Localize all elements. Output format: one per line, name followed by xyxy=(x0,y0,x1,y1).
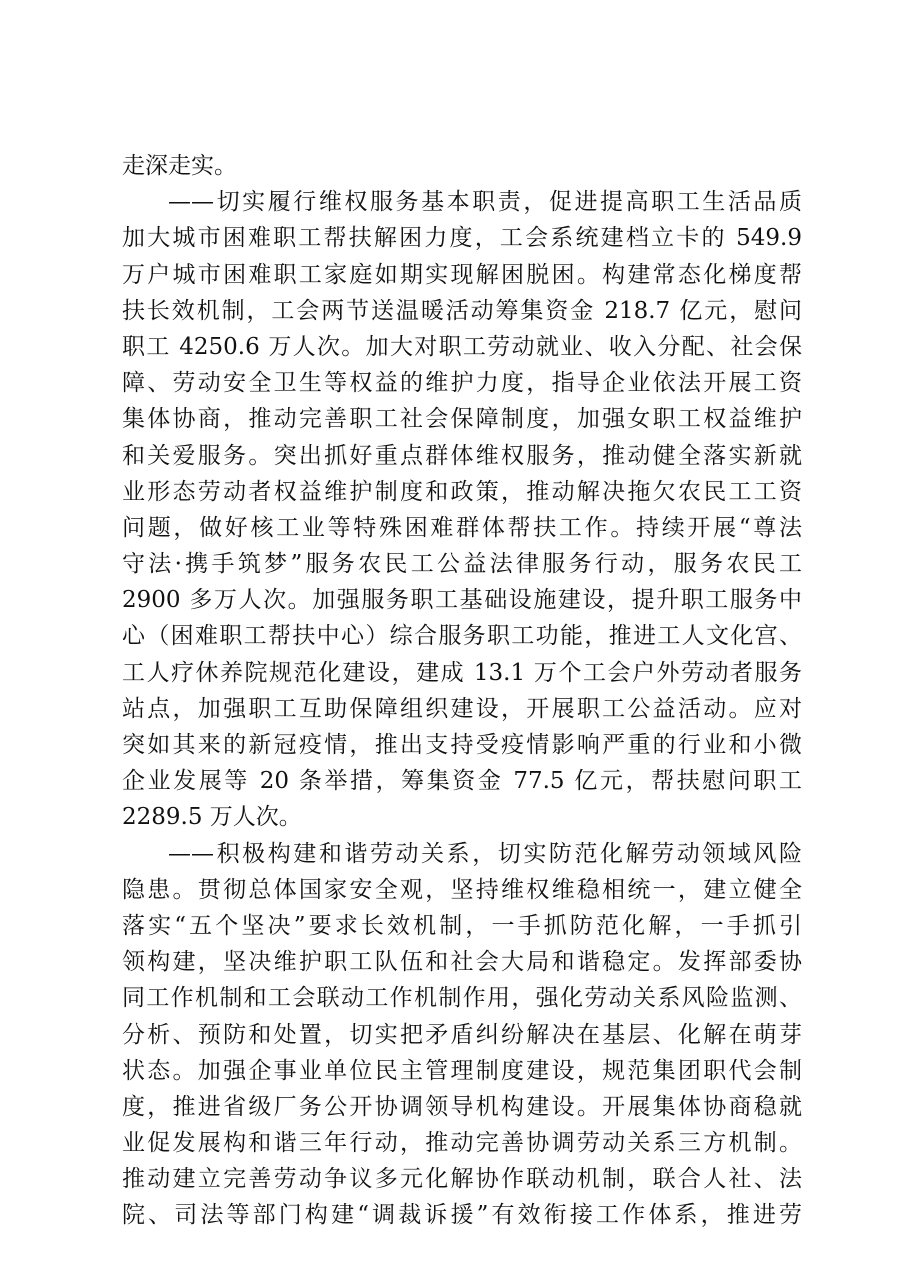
text-line: 职工 4250.6 万人次。加大对职工劳动就业、收入分配、社会保 xyxy=(122,333,802,360)
text-line: 问题，做好核工业等特殊困难群体帮扶工作。持续开展“尊法 xyxy=(122,514,802,541)
text-line: 加大城市困难职工帮扶解困力度，工会系统建档立卡的 549.9 xyxy=(122,225,802,252)
text-line: 分析、预防和处置，切实把矛盾纠纷解决在基层、化解在萌芽 xyxy=(122,1021,802,1048)
text-line: 院、司法等部门构建“调裁诉援”有效衔接工作体系，推进劳 xyxy=(122,1202,802,1229)
body-text xyxy=(122,148,802,1234)
text-line: 站点，加强职工互助保障组织建设，开展职工公益活动。应对 xyxy=(122,695,802,722)
text-line: 工人疗休养院规范化建设，建成 13.1 万个工会户外劳动者服务 xyxy=(122,659,802,686)
text-line: 企业发展等 20 条举措，筹集资金 77.5 亿元，帮扶慰问职工 xyxy=(122,768,802,795)
text-line: 隐患。贯彻总体国家安全观，坚持维权维稳相统一，建立健全 xyxy=(122,876,802,903)
text-line: 同工作机制和工会联动工作机制作用，强化劳动关系风险监测、 xyxy=(122,985,802,1012)
text-line: 2900 多万人次。加强服务职工基础设施建设，提升职工服务中 xyxy=(122,587,802,614)
text-line: 万户城市困难职工家庭如期实现解困脱困。构建常态化梯度帮 xyxy=(122,261,802,288)
section-heading-line: ——切实履行维权服务基本职责，促进提高职工生活品质 xyxy=(168,189,802,216)
text-line: 业促发展构和谐三年行动，推动完善协调劳动关系三方机制。 xyxy=(122,1130,802,1157)
text-line: 心（困难职工帮扶中心）综合服务职工功能，推进工人文化宫、 xyxy=(122,623,802,650)
text-line: 度，推进省级厂务公开协调领导机构建设。开展集体协商稳就 xyxy=(122,1093,802,1120)
text-line: 落实“五个坚决”要求长效机制，一手抓防范化解，一手抓引 xyxy=(122,912,802,939)
text-line: 领构建，坚决维护职工队伍和社会大局和谐稳定。发挥部委协 xyxy=(122,949,802,976)
text-line: 守法·携手筑梦”服务农民工公益法律服务行动，服务农民工 xyxy=(122,551,802,578)
text-line: 扶长效机制，工会两节送温暖活动筹集资金 218.7 亿元，慰问 xyxy=(122,297,802,324)
text-line: 突如其来的新冠疫情，推出支持受疫情影响严重的行业和小微 xyxy=(122,732,802,758)
text-line: 走深走实。 xyxy=(122,153,237,179)
text-line: 状态。加强企事业单位民主管理制度建设，规范集团职代会制 xyxy=(122,1057,802,1084)
section-heading-line: ——积极构建和谐劳动关系，切实防范化解劳动领域风险 xyxy=(168,840,802,867)
text-line: 推动建立完善劳动争议多元化解协作联动机制，联合人社、法 xyxy=(122,1166,802,1193)
text-line: 集体协商，推动完善职工社会保障制度，加强女职工权益维护 xyxy=(122,406,802,433)
text-line: 障、劳动安全卫生等权益的维护力度，指导企业依法开展工资 xyxy=(122,370,802,397)
text-line: 业形态劳动者权益维护制度和政策，推动解决拖欠农民工工资 xyxy=(122,478,802,505)
text-line: 和关爱服务。突出抓好重点群体维权服务，推动健全落实新就 xyxy=(122,442,802,469)
text-line: 2289.5 万人次。 xyxy=(122,804,302,831)
